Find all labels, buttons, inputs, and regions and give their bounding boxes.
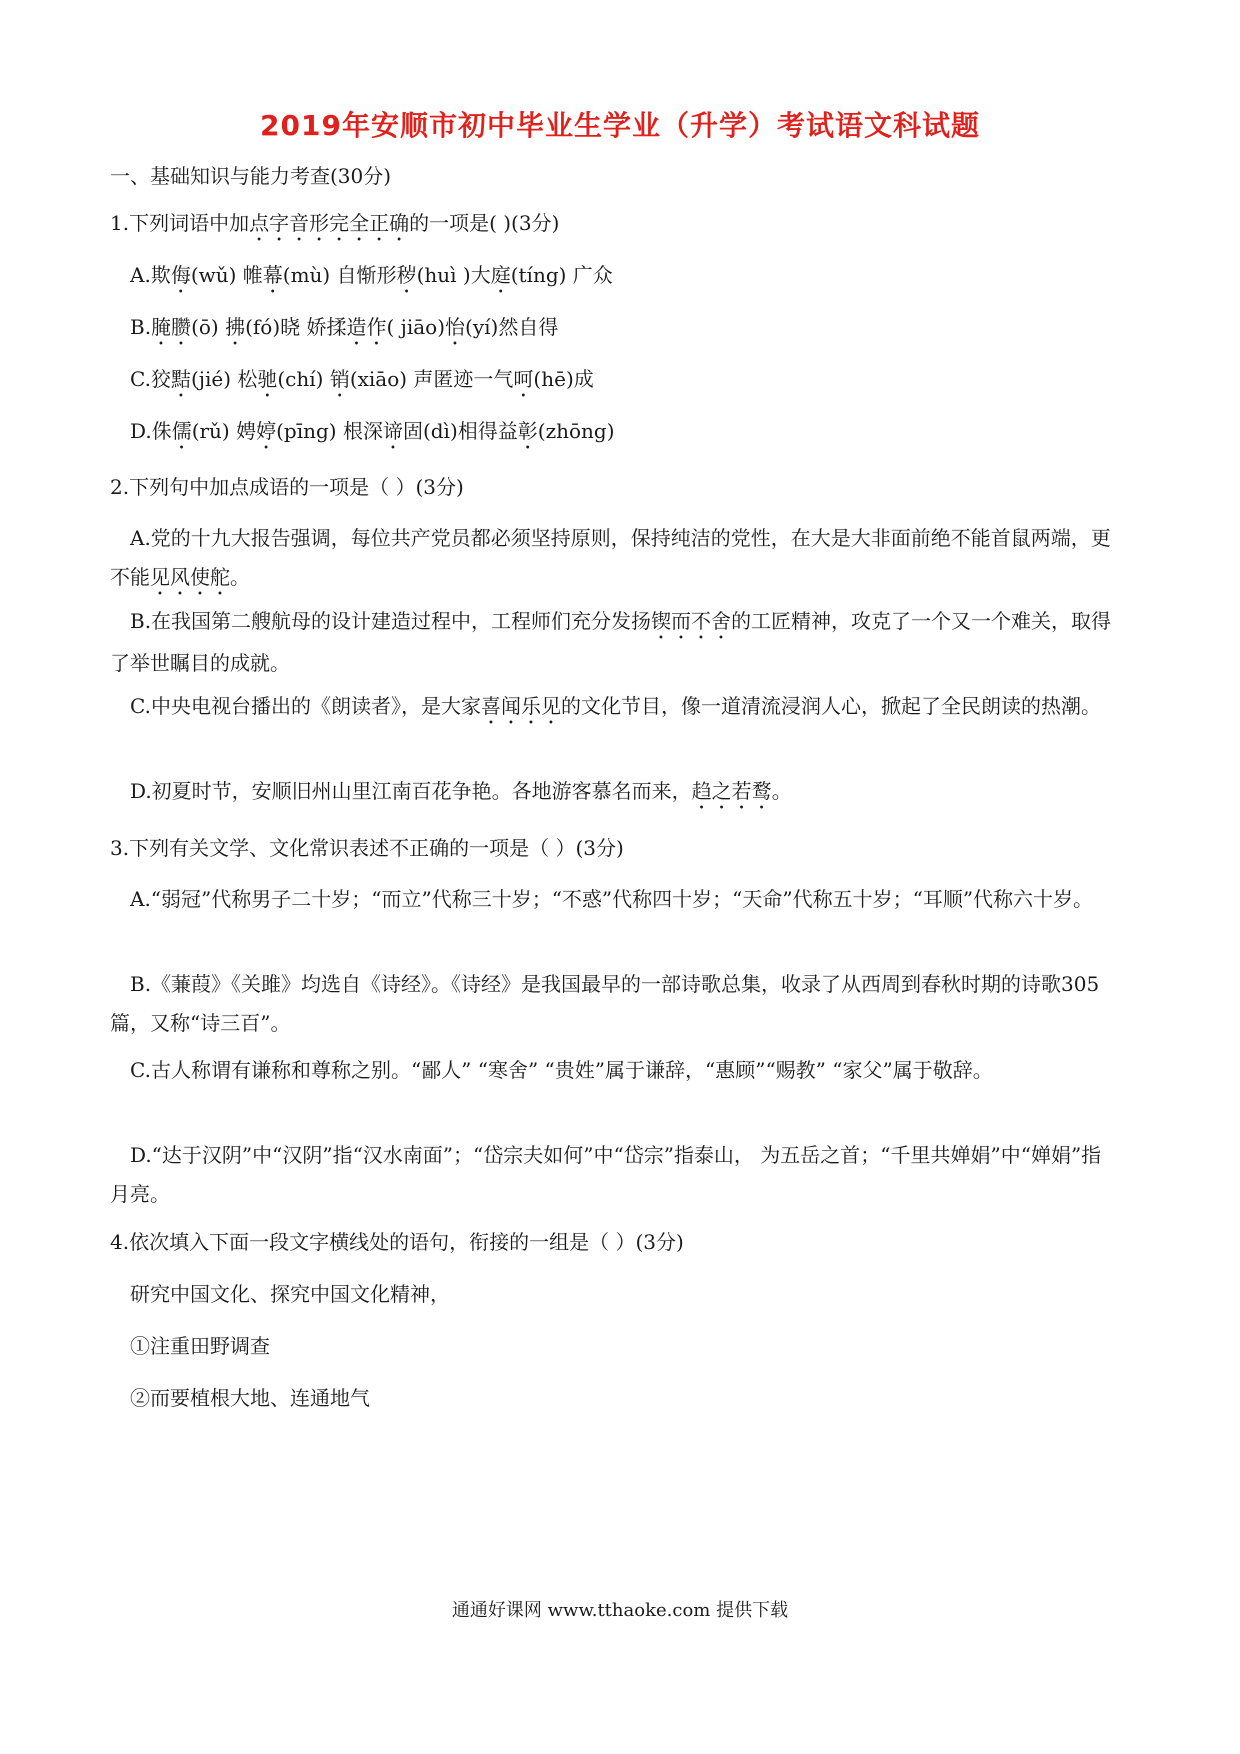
option-text: (zhōng) — [537, 419, 615, 443]
option-text: A.欺 — [130, 263, 171, 287]
question-4-item-2: ②而要植根大地、连通地气 — [130, 1386, 370, 1410]
question-2-option-d — [110, 772, 1115, 814]
dotted-char: 侮 — [170, 263, 191, 287]
option-text: (yí)然自得 — [465, 315, 559, 339]
option-text: (rǔ) 娉 — [191, 419, 257, 443]
option-text: (ō) — [191, 315, 226, 339]
option-text: B.在我国第二艘航母的设计建造过程中，工程师们充分发扬 — [130, 609, 652, 633]
option-text: (pīng) 根深 — [276, 419, 383, 443]
page-title: 2019年安顺市初中毕业生学业（升学）考试语文科试题 — [260, 109, 980, 142]
dotted-char: 怡 — [445, 315, 466, 339]
dotted-char: 幕 — [262, 263, 283, 287]
option-text: (tíng) 广众 — [510, 263, 613, 287]
option-text: C.狡 — [130, 367, 171, 391]
option-text: (mù) 自惭形 — [282, 263, 397, 287]
question-3-stem: 3.下列有关文学、文化常识表述不正确的一项是（ ）(3分) — [110, 836, 624, 860]
question-1-option-b — [130, 315, 558, 350]
question-2-option-b — [110, 602, 1115, 683]
option-text: 的文化节目，像一道清流浸润人心，掀起了全民朗读的热潮。 — [560, 694, 1101, 718]
q1-stem-part: 1.下列词语中加 — [110, 211, 250, 235]
question-3-option-c: C.古人称谓有谦称和尊称之别。“鄙人” “寒舍” “贵姓”属于谦辞，“惠顾”“赐教” “家父”属于敬辞。 — [130, 1058, 993, 1082]
dotted-char: 驰 — [257, 367, 278, 391]
q1-stem-part: 的一项是( )(3分) — [409, 211, 560, 235]
question-1-option-c — [130, 367, 594, 402]
dotted-char: 谛 — [382, 419, 403, 443]
dotted-char: 造作 — [346, 315, 387, 339]
option-text: A.党的十九大报告强调，每位共产党员都必须坚持原则，保持纯洁的党性，在大是大非面前绝不能首鼠两端，更不能 — [110, 526, 1111, 589]
question-2-option-c — [110, 687, 1115, 729]
option-text: B. — [130, 315, 152, 339]
dotted-idiom: 锲而不舍 — [651, 609, 732, 633]
option-text: C.中央电视台播出的《朗读者》，是大家 — [130, 694, 481, 718]
option-text: (hē)成 — [533, 367, 594, 391]
option-text: 的工匠精神，攻克了一个又一个难关，取得了举世瞩目的成就。 — [110, 609, 1112, 675]
option-text: D.侏 — [130, 419, 172, 443]
dotted-idiom: 趋之若鹜 — [691, 779, 772, 803]
question-4-item-1: ①注重田野调查 — [130, 1334, 270, 1358]
question-1-option-d — [130, 419, 615, 454]
question-1-option-a — [130, 263, 613, 298]
question-4-intro: 研究中国文化、探究中国文化精神， — [130, 1282, 450, 1306]
q1-stem-dotted: 点字音形完全正确 — [249, 211, 410, 235]
question-2-stem: 2.下列句中加点成语的一项是（ ）(3分) — [110, 475, 464, 499]
option-text: (chí) — [277, 367, 330, 391]
option-text: (fó)晓 娇揉 — [245, 315, 347, 339]
question-3-option-d: D.“达于汉阴”中“汉阴”指“汉水南面”；“岱宗夫如何”中“岱宗”指泰山， 为五岳之首；“千里共婵娟”中“婵娟”指月亮。 — [110, 1143, 1102, 1206]
dotted-char: 儒 — [171, 419, 192, 443]
option-text: 固(dì)相得益 — [402, 419, 518, 443]
dotted-char: 婷 — [256, 419, 277, 443]
dotted-idiom: 喜闻乐见 — [480, 694, 561, 718]
question-3-option-b: B.《蒹葭》《关雎》均选自《诗经》。《诗经》是我国最早的一部诗歌总集，收录了从西周到春秋时期的诗歌305篇，又称“诗三百”。 — [110, 972, 1100, 1035]
dotted-char: 庭 — [490, 263, 511, 287]
dotted-char: 拂 — [225, 315, 246, 339]
question-1-stem — [110, 211, 559, 246]
dotted-char: 腌臜 — [151, 315, 192, 339]
option-text: (jié) 松 — [190, 367, 258, 391]
option-text: 。 — [771, 779, 792, 803]
dotted-idiom: 见风使舵 — [150, 565, 230, 589]
question-3-option-a: A.“弱冠”代称男子二十岁；“而立”代称三十岁；“不惑”代称四十岁；“天命”代称五十岁；“耳顺”代称六十岁。 — [130, 887, 1094, 911]
page-footer: 通通好课网 www.tthaoke.com 提供下载 — [451, 1600, 789, 1621]
question-4-stem: 4.依次填入下面一段文字横线处的语句，衔接的一组是（ ）(3分) — [110, 1230, 684, 1254]
section-heading: 一、基础知识与能力考查(30分) — [110, 164, 392, 188]
option-text: ( jiāo) — [386, 315, 446, 339]
option-text: (wǔ) 帷 — [190, 263, 263, 287]
dotted-char: 秽 — [396, 263, 417, 287]
question-2-option-a — [110, 519, 1115, 600]
dotted-char: 呵 — [513, 367, 534, 391]
option-text: (huì )大 — [416, 263, 491, 287]
dotted-char: 销 — [329, 367, 350, 391]
option-text: 。 — [230, 565, 250, 589]
dotted-char: 彰 — [517, 419, 538, 443]
option-text: D.初夏时节，安顺旧州山里江南百花争艳。各地游客慕名而来， — [130, 779, 692, 803]
option-text: (xiāo) 声匿迹一气 — [349, 367, 514, 391]
dotted-char: 黠 — [170, 367, 191, 391]
